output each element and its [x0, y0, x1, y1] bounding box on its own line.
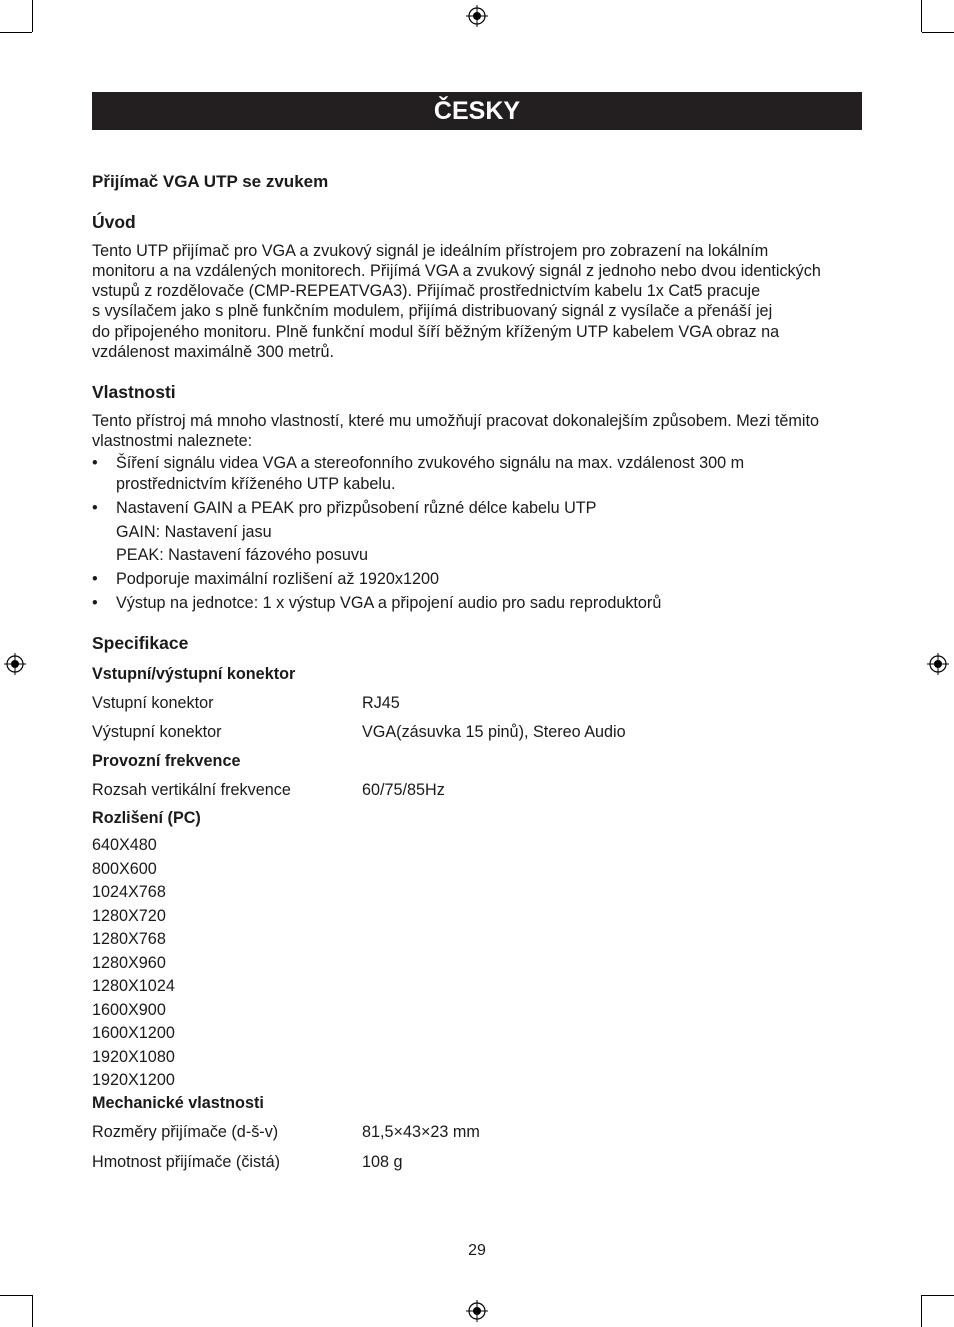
crop-mark-top-right-v [921, 0, 922, 32]
feature-item [92, 453, 862, 494]
feature-sub-gain: GAIN: Nastavení jasu [116, 523, 272, 542]
resolution-item: 640X480 [92, 836, 157, 855]
bullet-icon: • [92, 594, 98, 613]
crop-mark-bottom-left-h [0, 1295, 32, 1296]
feature-item [92, 569, 862, 589]
spec-group-frequency: Provozní frekvence [92, 751, 241, 770]
page-number: 29 [468, 1242, 486, 1259]
resolution-item: 1920X1200 [92, 1071, 175, 1090]
resolution-item: 1280X720 [92, 906, 166, 925]
registration-mark-right-icon [927, 653, 949, 675]
resolution-item: 1920X1080 [92, 1047, 175, 1066]
intro-paragraph [92, 241, 862, 363]
bullet-icon: • [92, 498, 98, 517]
resolution-item: 1600X1200 [92, 1024, 175, 1043]
bullet-icon: • [92, 569, 98, 588]
spec-value: 81,5×43×23 mm [362, 1123, 480, 1142]
registration-mark-left-icon [4, 653, 26, 675]
specs-heading: Specifikace [92, 633, 189, 654]
spec-group-mechanical: Mechanické vlastnosti [92, 1093, 264, 1112]
registration-mark-bottom-icon [466, 1300, 488, 1322]
resolution-item: 1024X768 [92, 883, 166, 902]
resolution-item: 1280X1024 [92, 977, 175, 996]
features-list [92, 453, 862, 518]
spec-label: Výstupní konektor [92, 723, 222, 742]
spec-row [92, 722, 862, 742]
bullet-icon: • [92, 454, 98, 473]
features-intro-line: vlastnostmi naleznete: [92, 431, 253, 450]
spec-value: RJ45 [362, 693, 400, 712]
resolution-item: 800X600 [92, 859, 157, 878]
language-banner: ČESKY [92, 92, 862, 130]
spec-group-resolution: Rozlišení (PC) [92, 809, 201, 828]
intro-line: do připojeného monitoru. Plně funkční modul šíří běžným kříženým UTP kabelem VGA obraz na [92, 322, 780, 341]
intro-line: Tento UTP přijímač pro VGA a zvukový signál je ideálním přístrojem pro zobrazení na lokálním [92, 241, 769, 260]
spec-label: Rozsah vertikální frekvence [92, 780, 291, 799]
intro-line: vzdálenost maximálně 300 metrů. [92, 343, 335, 362]
resolution-list [92, 834, 862, 1093]
product-title: Přijímač VGA UTP se zvukem [92, 172, 329, 191]
crop-mark-top-right-h [922, 32, 954, 33]
spec-label: Vstupní konektor [92, 693, 214, 712]
registration-mark-top-icon [466, 5, 488, 27]
spec-value: 108 g [362, 1152, 403, 1171]
spec-label: Rozměry přijímače (d-š-v) [92, 1123, 279, 1142]
resolution-item: 1280X768 [92, 930, 166, 949]
crop-mark-bottom-right-v [921, 1295, 922, 1327]
feature-line: Nastavení GAIN a PEAK pro přizpůsobení různé délce kabelu UTP [116, 498, 597, 517]
features-intro-line: Tento přístroj má mnoho vlastností, které mu umožňují pracovat dokonalejším způsobem. Mezi těmito [92, 411, 819, 430]
spec-label: Hmotnost přijímače (čistá) [92, 1152, 280, 1171]
spec-value: VGA(zásuvka 15 pinů), Stereo Audio [362, 723, 626, 742]
crop-mark-top-left-v [32, 0, 33, 32]
resolution-item: 1600X900 [92, 1000, 166, 1019]
spec-value: 60/75/85Hz [362, 780, 445, 799]
crop-mark-top-left-h [0, 32, 32, 33]
features-list-continued [92, 569, 862, 614]
feature-line: Podporuje maximální rozlišení až 1920x1200 [116, 569, 440, 588]
crop-mark-bottom-right-h [922, 1295, 954, 1296]
features-intro [92, 411, 862, 452]
crop-mark-bottom-left-v [32, 1295, 33, 1327]
features-heading: Vlastnosti [92, 382, 176, 403]
page-content [92, 172, 862, 1172]
spec-group-connector: Vstupní/výstupní konektor [92, 664, 296, 683]
feature-item [92, 593, 862, 613]
feature-sub-peak: PEAK: Nastavení fázového posuvu [116, 546, 368, 565]
feature-line: Šíření signálu videa VGA a stereofonního zvukového signálu na max. vzdálenost 300 m [116, 454, 745, 473]
intro-line: monitoru a na vzdálených monitorech. Přijímá VGA a zvukový signál z jednoho nebo dvou identických [92, 261, 821, 280]
intro-line: vstupů z rozdělovače (CMP-REPEATVGA3). Přijímač prostřednictvím kabelu 1x Cat5 pracuje [92, 282, 761, 301]
spec-row [92, 1152, 862, 1172]
feature-item [92, 498, 862, 518]
feature-line: Výstup na jednotce: 1 x výstup VGA a připojení audio pro sadu reproduktorů [116, 594, 662, 613]
feature-line: prostřednictvím kříženého UTP kabelu. [116, 474, 396, 493]
spec-row [92, 780, 862, 800]
intro-line: s vysílačem jako s plně funkčním modulem, přijímá distribuovaný signál z vysílače a přenáší jej [92, 302, 773, 321]
spec-row [92, 693, 862, 713]
spec-row [92, 1122, 862, 1142]
intro-heading: Úvod [92, 212, 136, 233]
resolution-item: 1280X960 [92, 953, 166, 972]
